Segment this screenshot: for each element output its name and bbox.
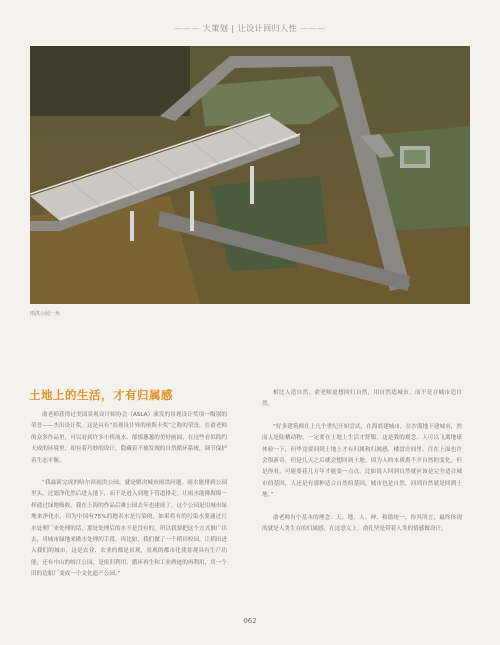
section-header (0, 23, 500, 34)
park-illustration (30, 46, 470, 304)
article-column-right (262, 388, 462, 546)
article-column-left (31, 410, 227, 592)
header-rule-right: ——— (300, 24, 326, 33)
header-rule-left: ——— (174, 24, 200, 33)
header-title: 让设计回归人性 (237, 24, 298, 33)
paragraph: 俞老师有个基本的理念：天、地、人、神、和谐统一，你其所言，最终体现的就是人类生存的归属感，在这意义上，俞孔坚是带着人类的情感做设计。 (262, 514, 462, 533)
paragraph: “好多建筑师在上几个世纪开始尝试，在海底建城市，在沙漠地下建城市，然而人是陆栖动物，一定要在土地上生活才舒服，这是我的观念。人可以飞离地球体验一下，但毕竟要回到土地上才有归属和归属感，楼盘房间里，住在上面也许会很新奇，但是几天之后就会想回到土地。因为人的本质离不开自然的变化，但是你看，可能要花几万年才能变一点点，比如说人回到自然就应该是完全适合城市的基因，人还是有那种适合自然的基因，城市也是自然，回到自然就是回到土地。” (262, 423, 462, 499)
page-number: 062 (243, 617, 257, 625)
header-section: 大策划 (202, 24, 229, 33)
paragraph: 相比人造自然，俞老师更想回归自然，用自然造城市，而不是在城市造自然。 (262, 390, 462, 408)
park-photo (30, 46, 470, 304)
photo-caption: 雨洪公园一角 (30, 311, 61, 317)
article-headline: 土地上的生活，才有归属感 (29, 388, 173, 402)
header-separator: | (231, 24, 235, 33)
paragraph: 俞老师获得过美国景观设计师协会（ASLA）颁发的景观设计奖项一级别的荣誉——杰出设计奖。这是具有“景观设计界的奥斯卡奖”之称的荣誉，在俞老师的众多作品里，可以看到许多小桥流水、郁郁葱葱的美好画面，在这些看似简约天成的环境里，却有着巧妙的设计，隐藏着不被发现的自然循环系统，调节保护着生态平衡。 (31, 412, 227, 464)
paragraph: “我最新完成的哈尔滨雨洪公园，就是解决城市雨洪问题。雨水能排到公园里头，过滤净化然后进入地下，而不是进入到地下管道排走。让雨水能像海绵一样通过绿地吸收，我在上海的作品后滩公园去年也建成了，这个公园是用城市绿地来净化水，因为中国有75%的地表水是污染的，如果将有的污染水要通过污水处理厂来处理的话，那处处理后的水不是没有的，所以我要把这个方式推广出去，用城市绿地来做水处理的手段。再比如，我们做了一个稻田校园，让稻田进入我们的城市，这是农业、农业的都是景观，景观的都市化使景观具有生产功能，还有中山的岐江公园，是废旧利用，循环再生和工业碑迹的再利用，用一个旧的造船厂变成一个文化遗产公园。” (31, 480, 227, 578)
